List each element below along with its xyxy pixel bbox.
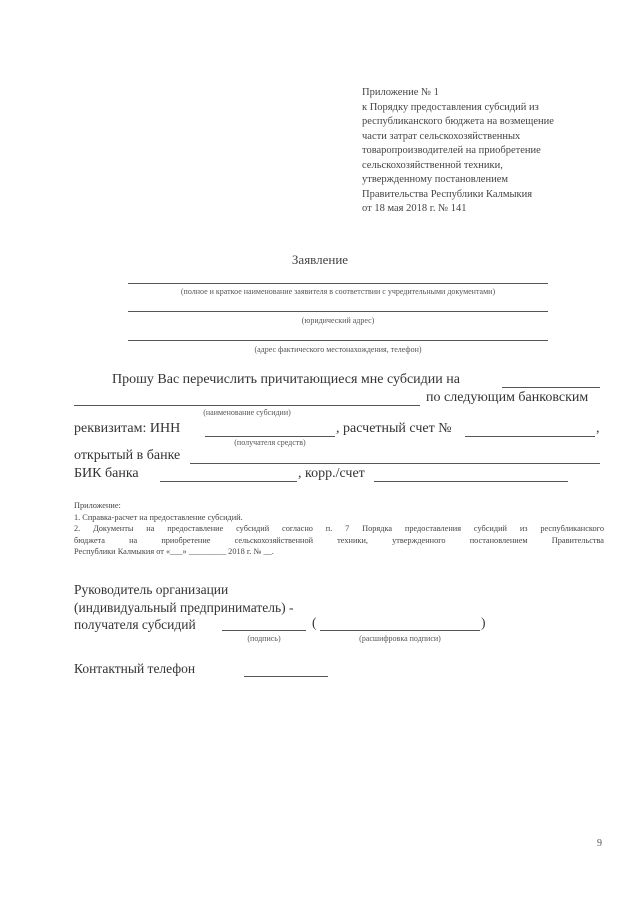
request-line2-suffix: по следующим банковским xyxy=(426,390,589,405)
bank-field[interactable] xyxy=(190,463,600,464)
decode-caption: (расшифровка подписи) xyxy=(359,634,441,643)
attachment-item-2-line: бюджета на приобретение сельскохозяйственной техники, утвержденного постановлением Правительства xyxy=(74,535,604,545)
appendix-line: республиканского бюджета на возмещение xyxy=(362,116,554,127)
document-title: Заявление xyxy=(291,252,349,267)
corr-account-field[interactable] xyxy=(374,481,568,482)
recipient-caption: (получателя средств) xyxy=(234,438,306,447)
appendix-line: от 18 мая 2018 г. № 141 xyxy=(362,203,467,214)
legal-address-caption: (юридический адрес) xyxy=(301,316,375,325)
appendix-line: Правительства Республики Калмыкия xyxy=(362,188,533,200)
decode-open-paren: ( xyxy=(312,615,317,630)
subsidy-name-caption: (наименование субсидии) xyxy=(203,408,291,417)
decode-close-paren: ) xyxy=(481,615,486,630)
signature-line3: получателя субсидий xyxy=(74,617,196,632)
attachments-heading: Приложение: xyxy=(74,501,121,510)
appendix-block xyxy=(362,86,612,217)
signature-line2: (индивидуальный предприниматель) - xyxy=(74,600,294,615)
subsidy-name-field[interactable] xyxy=(74,405,420,406)
appendix-line: утвержденному постановлением xyxy=(362,174,509,185)
corr-account-label: , корр./счет xyxy=(298,466,365,481)
appendix-line: сельскохозяйственной техники, xyxy=(362,159,503,171)
legal-address-field[interactable] xyxy=(128,311,548,312)
attachments-block xyxy=(74,500,604,558)
subsidy-target-field[interactable] xyxy=(502,387,600,388)
attachment-item-1: 1. Справка-расчет на предоставление субсидий. xyxy=(74,512,243,522)
page-number: 9 xyxy=(597,838,602,849)
actual-address-caption: (адрес фактического местонахождения, телефон) xyxy=(254,345,422,354)
actual-address-field[interactable] xyxy=(128,340,548,341)
bank-label: открытый в банке xyxy=(74,448,181,463)
contact-phone-field[interactable] xyxy=(244,676,328,677)
attachment-item-2-line: 2. Документы на предоставление субсидий согласно п. 7 Порядка предоставления субсидий из республиканского xyxy=(74,524,604,533)
appendix-line: к Порядку предоставления субсидий из xyxy=(362,101,539,113)
sign-caption: (подпись) xyxy=(247,634,281,643)
inn-label: реквизитам: ИНН xyxy=(74,421,181,436)
inn-field[interactable] xyxy=(205,436,335,437)
signature-decode-field[interactable] xyxy=(320,630,480,631)
appendix-line: Приложение № 1 xyxy=(362,87,439,98)
applicant-name-caption: (полное и краткое наименование заявителя в соответствии с учредительными документами) xyxy=(180,287,496,296)
appendix-line: товаропроизводителей на приобретение xyxy=(362,145,541,156)
account-field[interactable] xyxy=(465,436,595,437)
bik-label: БИК банка xyxy=(74,466,139,481)
attachment-item-2-line: Республики Калмыкия от «___» _________ 2018 г. № __. xyxy=(74,547,274,556)
contact-phone-label: Контактный телефон xyxy=(74,661,196,676)
request-line1: Прошу Вас перечислить причитающиеся мне субсидии на xyxy=(112,372,460,387)
account-comma: , xyxy=(596,421,600,436)
applicant-name-field[interactable] xyxy=(128,283,548,284)
account-label: , расчетный счет № xyxy=(336,421,452,436)
bik-field[interactable] xyxy=(160,481,297,482)
appendix-line: части затрат сельскохозяйственных xyxy=(362,130,521,142)
signature-line1: Руководитель организации xyxy=(74,582,229,597)
signature-field[interactable] xyxy=(222,630,306,631)
